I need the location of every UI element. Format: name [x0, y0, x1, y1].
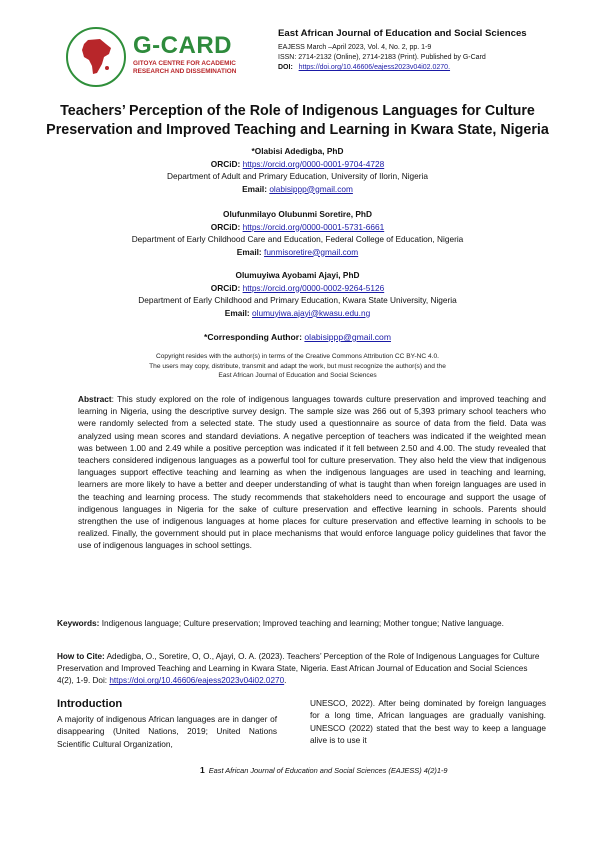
brand-subtitle: GITOYA CENTRE FOR ACADEMIC RESEARCH AND DISSEMINATION: [133, 60, 237, 75]
brand-name: G-CARD: [133, 32, 232, 59]
intro-column-right: UNESCO, 2022). After being dominated by foreign languages for a long time, African languages are gradually vanishing. UNESCO (2022) stated that the best way to keep a language alive is to use it: [310, 698, 546, 746]
abstract: Abstract: This study explored on the role of indigenous languages towards culture preservation and improved teaching and learning in Nigeria, using the descriptive survey design. The sample size was 266 out of 5,393 primary school teachers who were randomly selected from a selected state. The study used a questionnaire as source of data from the field. Data was analyzed using mean scores and standard deviations. A negative perception of teachers was indicated if the weighted mean was between 1.00 and 2.49 while a positive perception was indicated if it fell between 2.50 and 4.00. The study revealed that teachers considered indigenous languages as a powerful tool for culture preservation. They also held the view that indigenous languages support effective teaching and learning as when the indigenous languages are used in teaching and learning, learners are more likely to have a better and deeper understanding of what is taught than when foreign languages are used in the teaching and learning process. The study recommends that stakeholders need to encourage and support the usage of indigenous languages in Nigeria for the sake of culture preservation and effective learning in schools. Parents should strengthen the use of indigenous languages at home places for culture preservation and effective learning in schools to be realized. Finally, the government should put in place mechanisms that would enforce language policy guidelines that favor the use of indigenous languages in school settings.: [78, 394, 546, 551]
section-heading-introduction: Introduction: [57, 698, 123, 710]
author-name: Olufunmilayo Olubunmi Soretire, PhD: [223, 209, 372, 219]
author-block-2: Olufunmilayo Olubunmi Soretire, PhD ORCiD: https://orcid.org/0000-0001-5731-6661 Department of Early Childhood Care and Education, Federal College of Education, Nigeria Email: funmisoretire@gmail.com: [40, 208, 555, 258]
author-block-3: Olumuyiwa Ayobami Ajayi, PhD ORCiD: https://orcid.org/0000-0002-9264-5126 Department of Early Childhood and Primary Education, Kwara State University, Nigeria Email: olumuyiwa.ajayi@kwasu.edu.ng: [40, 269, 555, 319]
page-number: 1: [200, 765, 205, 775]
journal-title: East African Journal of Education and Social Sciences: [278, 28, 527, 39]
africa-map-icon: [80, 38, 114, 76]
paper-title: Teachers’ Perception of the Role of Indigenous Languages for Culture Preservation and Improved Teaching and Learning in Kwara State, Nigeria: [46, 103, 549, 138]
journal-issue: EAJESS March –April 2023, Vol. 4, No. 2, pp. 1-9: [278, 44, 432, 51]
intro-column-left: A majority of indigenous African languages are in danger of disappearing (United Nations, 2019; United Nations Scientific Cultural Organization,: [57, 714, 277, 749]
author-affiliation: Department of Adult and Primary Education, University of Ilorin, Nigeria: [166, 171, 428, 181]
author-name: *Olabisi Adedigba, PhD: [251, 146, 344, 156]
corresponding-author: *Corresponding Author: olabisippp@gmail.com: [203, 332, 391, 342]
email-link[interactable]: olumuyiwa.ajayi@kwasu.edu.ng: [252, 307, 371, 318]
author-name: Olumuyiwa Ayobami Ajayi, PhD: [235, 270, 360, 280]
copyright-notice: Copyright resides with the author(s) in terms of the Creative Commons Attribution CC BY-NC 4.0. The users may copy, distribute, transmit and adapt the work, but must recognize the author(s) and the East African Journal of Education and Social Sciences: [149, 353, 446, 379]
journal-doi: DOI: https://doi.org/10.46606/eajess2023v04i02.0270.: [278, 64, 451, 71]
citation-doi-link[interactable]: https://doi.org/10.46606/eajess2023v04i02.0270: [109, 676, 285, 686]
keywords: Keywords: Indigenous language; Culture preservation; Improved teaching and learning; Mother tongue; Native language.: [57, 618, 504, 628]
orcid-link[interactable]: https://orcid.org/0000-0001-9704-4728: [242, 158, 385, 169]
journal-issn: ISSN: 2714-2132 (Online), 2714-2183 (Print). Published by G-Card: [278, 54, 486, 61]
author-affiliation: Department of Early Childhood Care and Education, Federal College of Education, Nigeria: [131, 234, 464, 244]
author-affiliation: Department of Early Childhood and Primary Education, Kwara State University, Nigeria: [138, 295, 457, 305]
orcid-link[interactable]: https://orcid.org/0000-0001-5731-6661: [242, 221, 385, 232]
how-to-cite: How to Cite: Adedigba, O., Soretire, O, O., Ajayi, O. A. (2023). Teachers’ Perception of the Role of Indigenous Languages for Culture Preservation and Improved Teaching and Learning in Kwara State, Nigeria. East African Journal of Education and Social Sciences 4(2), 1-9. Doi: https://doi.org/10.46606/eajess2023v04i02.0270.: [57, 652, 540, 686]
orcid-link[interactable]: https://orcid.org/0000-0002-9264-5126: [242, 282, 385, 293]
page-footer: 1 East African Journal of Education and Social Sciences (EAJESS) 4(2)1-9: [200, 765, 448, 775]
doi-link[interactable]: https://doi.org/10.46606/eajess2023v04i02.0270.: [298, 64, 451, 71]
email-link[interactable]: funmisoretire@gmail.com: [264, 246, 359, 257]
email-link[interactable]: olabisippp@gmail.com: [269, 183, 353, 194]
corresponding-email-link[interactable]: olabisippp@gmail.com: [304, 332, 391, 342]
author-block-1: *Olabisi Adedigba, PhD ORCiD: https://orcid.org/0000-0001-9704-4728 Department of Adult and Primary Education, University of Ilorin, Nigeria Email: olabisippp@gmail.com: [40, 145, 555, 195]
